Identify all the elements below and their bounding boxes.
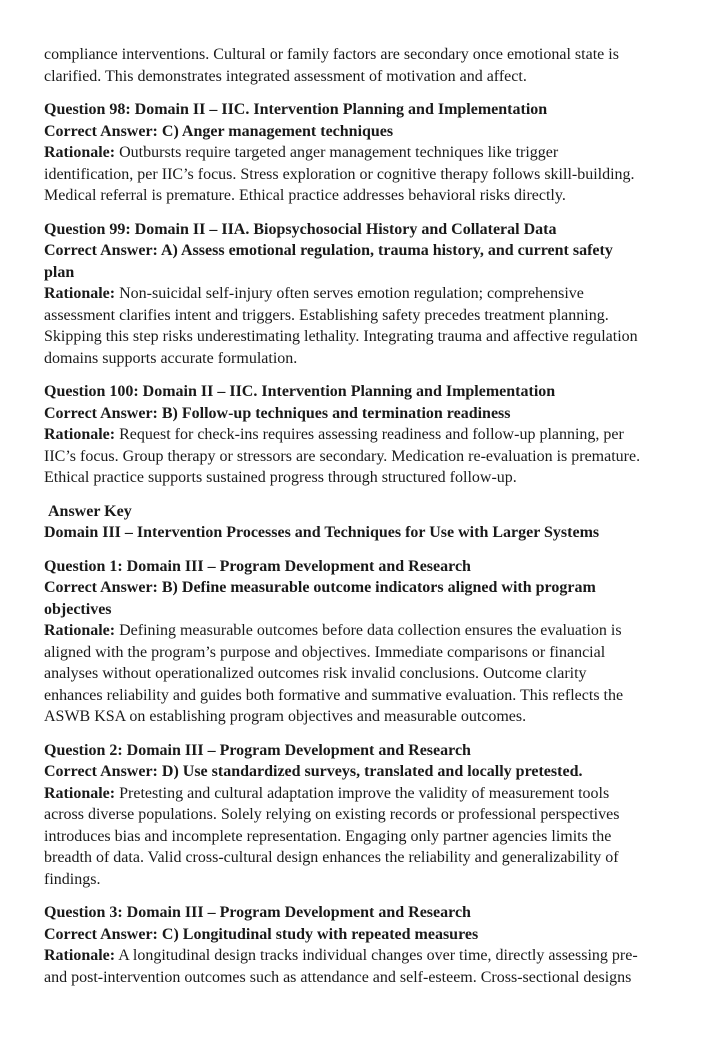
rationale-text: Pretesting and cultural adaptation improve the validity of measurement tools across diverse populations. Solely relying on existing records or professional perspectives introduces bias and incomplete representation. Engaging only partner agencies limits the breadth of data. Valid cross-cultural design enhances the reliability and generalizability of findings. — [44, 784, 620, 888]
rationale-label: Rationale: — [44, 144, 116, 161]
correct-answer-heading: Correct Answer: D) Use standardized surveys, translated and locally pretested. — [44, 763, 583, 780]
question-heading: Question 98: Domain II – IIC. Intervention Planning and Implementation — [44, 101, 548, 118]
answer-entry — [44, 556, 645, 728]
answer-entry — [44, 99, 645, 207]
rationale-label: Rationale: — [44, 947, 116, 964]
rationale-text: Request for check-ins requires assessing readiness and follow-up planning, per IIC’s focus. Group therapy or stressors are secondary. Medication re-evaluation is premature. Ethical practice supports sustained progress through structured follow-up. — [44, 426, 641, 486]
question-heading: Question 99: Domain II – IIA. Biopsychosocial History and Collateral Data — [44, 220, 557, 238]
correct-answer-heading: Correct Answer: C) Anger management techniques — [44, 122, 394, 140]
answer-entry — [44, 740, 645, 891]
rationale-paragraph — [44, 142, 645, 207]
correct-answer-heading: Correct Answer: B) Follow-up techniques and termination readiness — [44, 404, 511, 422]
question-heading: Question 100: Domain II – IIC. Intervention Planning and Implementation — [44, 383, 556, 400]
answer-entry — [44, 381, 645, 489]
continuation-paragraph: compliance interventions. Cultural or family factors are secondary once emotional state is clarified. This demonstrates integrated assessment of motivation and affect. — [44, 46, 619, 85]
correct-answer-heading: Correct Answer: A) Assess emotional regulation, trauma history, and current safety plan — [44, 242, 613, 281]
answer-key-title: Answer Key — [48, 502, 132, 520]
document-body — [44, 44, 645, 988]
rationale-paragraph — [44, 783, 645, 891]
rationale-label: Rationale: — [44, 426, 116, 443]
answer-key-section-header — [44, 501, 645, 544]
answer-entry — [44, 219, 645, 370]
rationale-paragraph — [44, 620, 645, 728]
question-heading: Question 2: Domain III – Program Development and Research — [44, 741, 471, 759]
rationale-label: Rationale: — [44, 285, 116, 302]
rationale-text: Non-suicidal self-injury often serves emotion regulation; comprehensive assessment clarifies intent and triggers. Establishing safety precedes treatment planning. Skipping this step risks underestimating lethality. Integrating trauma and affective regulation domains supports accurate formulation. — [44, 285, 638, 367]
rationale-paragraph — [44, 283, 645, 369]
rationale-paragraph — [44, 424, 645, 489]
correct-answer-heading: Correct Answer: C) Longitudinal study with repeated measures — [44, 925, 479, 943]
rationale-label: Rationale: — [44, 784, 116, 802]
answer-entry — [44, 902, 645, 988]
rationale-text: Outbursts require targeted anger management techniques like trigger identification, per IIC’s focus. Stress exploration or cognitive therapy follows skill-building. Medical referral is premature. Ethical practice addresses behavioral risks directly. — [44, 144, 635, 204]
rationale-text: Defining measurable outcomes before data collection ensures the evaluation is aligned with the program’s purpose and objectives. Immediate comparisons or financial analyses without operationalized outcomes risk invalid conclusions. Outcome clarity enhances reliability and guides both formative and summative evaluation. This reflects the ASWB KSA on establishing program objectives and measurable outcomes. — [44, 622, 624, 725]
rationale-label: Rationale: — [44, 622, 116, 639]
correct-answer-heading: Correct Answer: B) Define measurable outcome indicators aligned with program objectives — [44, 579, 596, 618]
answer-key-domain-heading: Domain III – Intervention Processes and Techniques for Use with Larger Systems — [44, 524, 600, 541]
question-heading: Question 1: Domain III – Program Development and Research — [44, 557, 471, 575]
rationale-paragraph — [44, 945, 645, 988]
question-heading: Question 3: Domain III – Program Development and Research — [44, 904, 471, 921]
rationale-text: A longitudinal design tracks individual changes over time, directly assessing pre- and post-intervention outcomes such as attendance and self-esteem. Cross-sectional designs — [44, 947, 638, 986]
